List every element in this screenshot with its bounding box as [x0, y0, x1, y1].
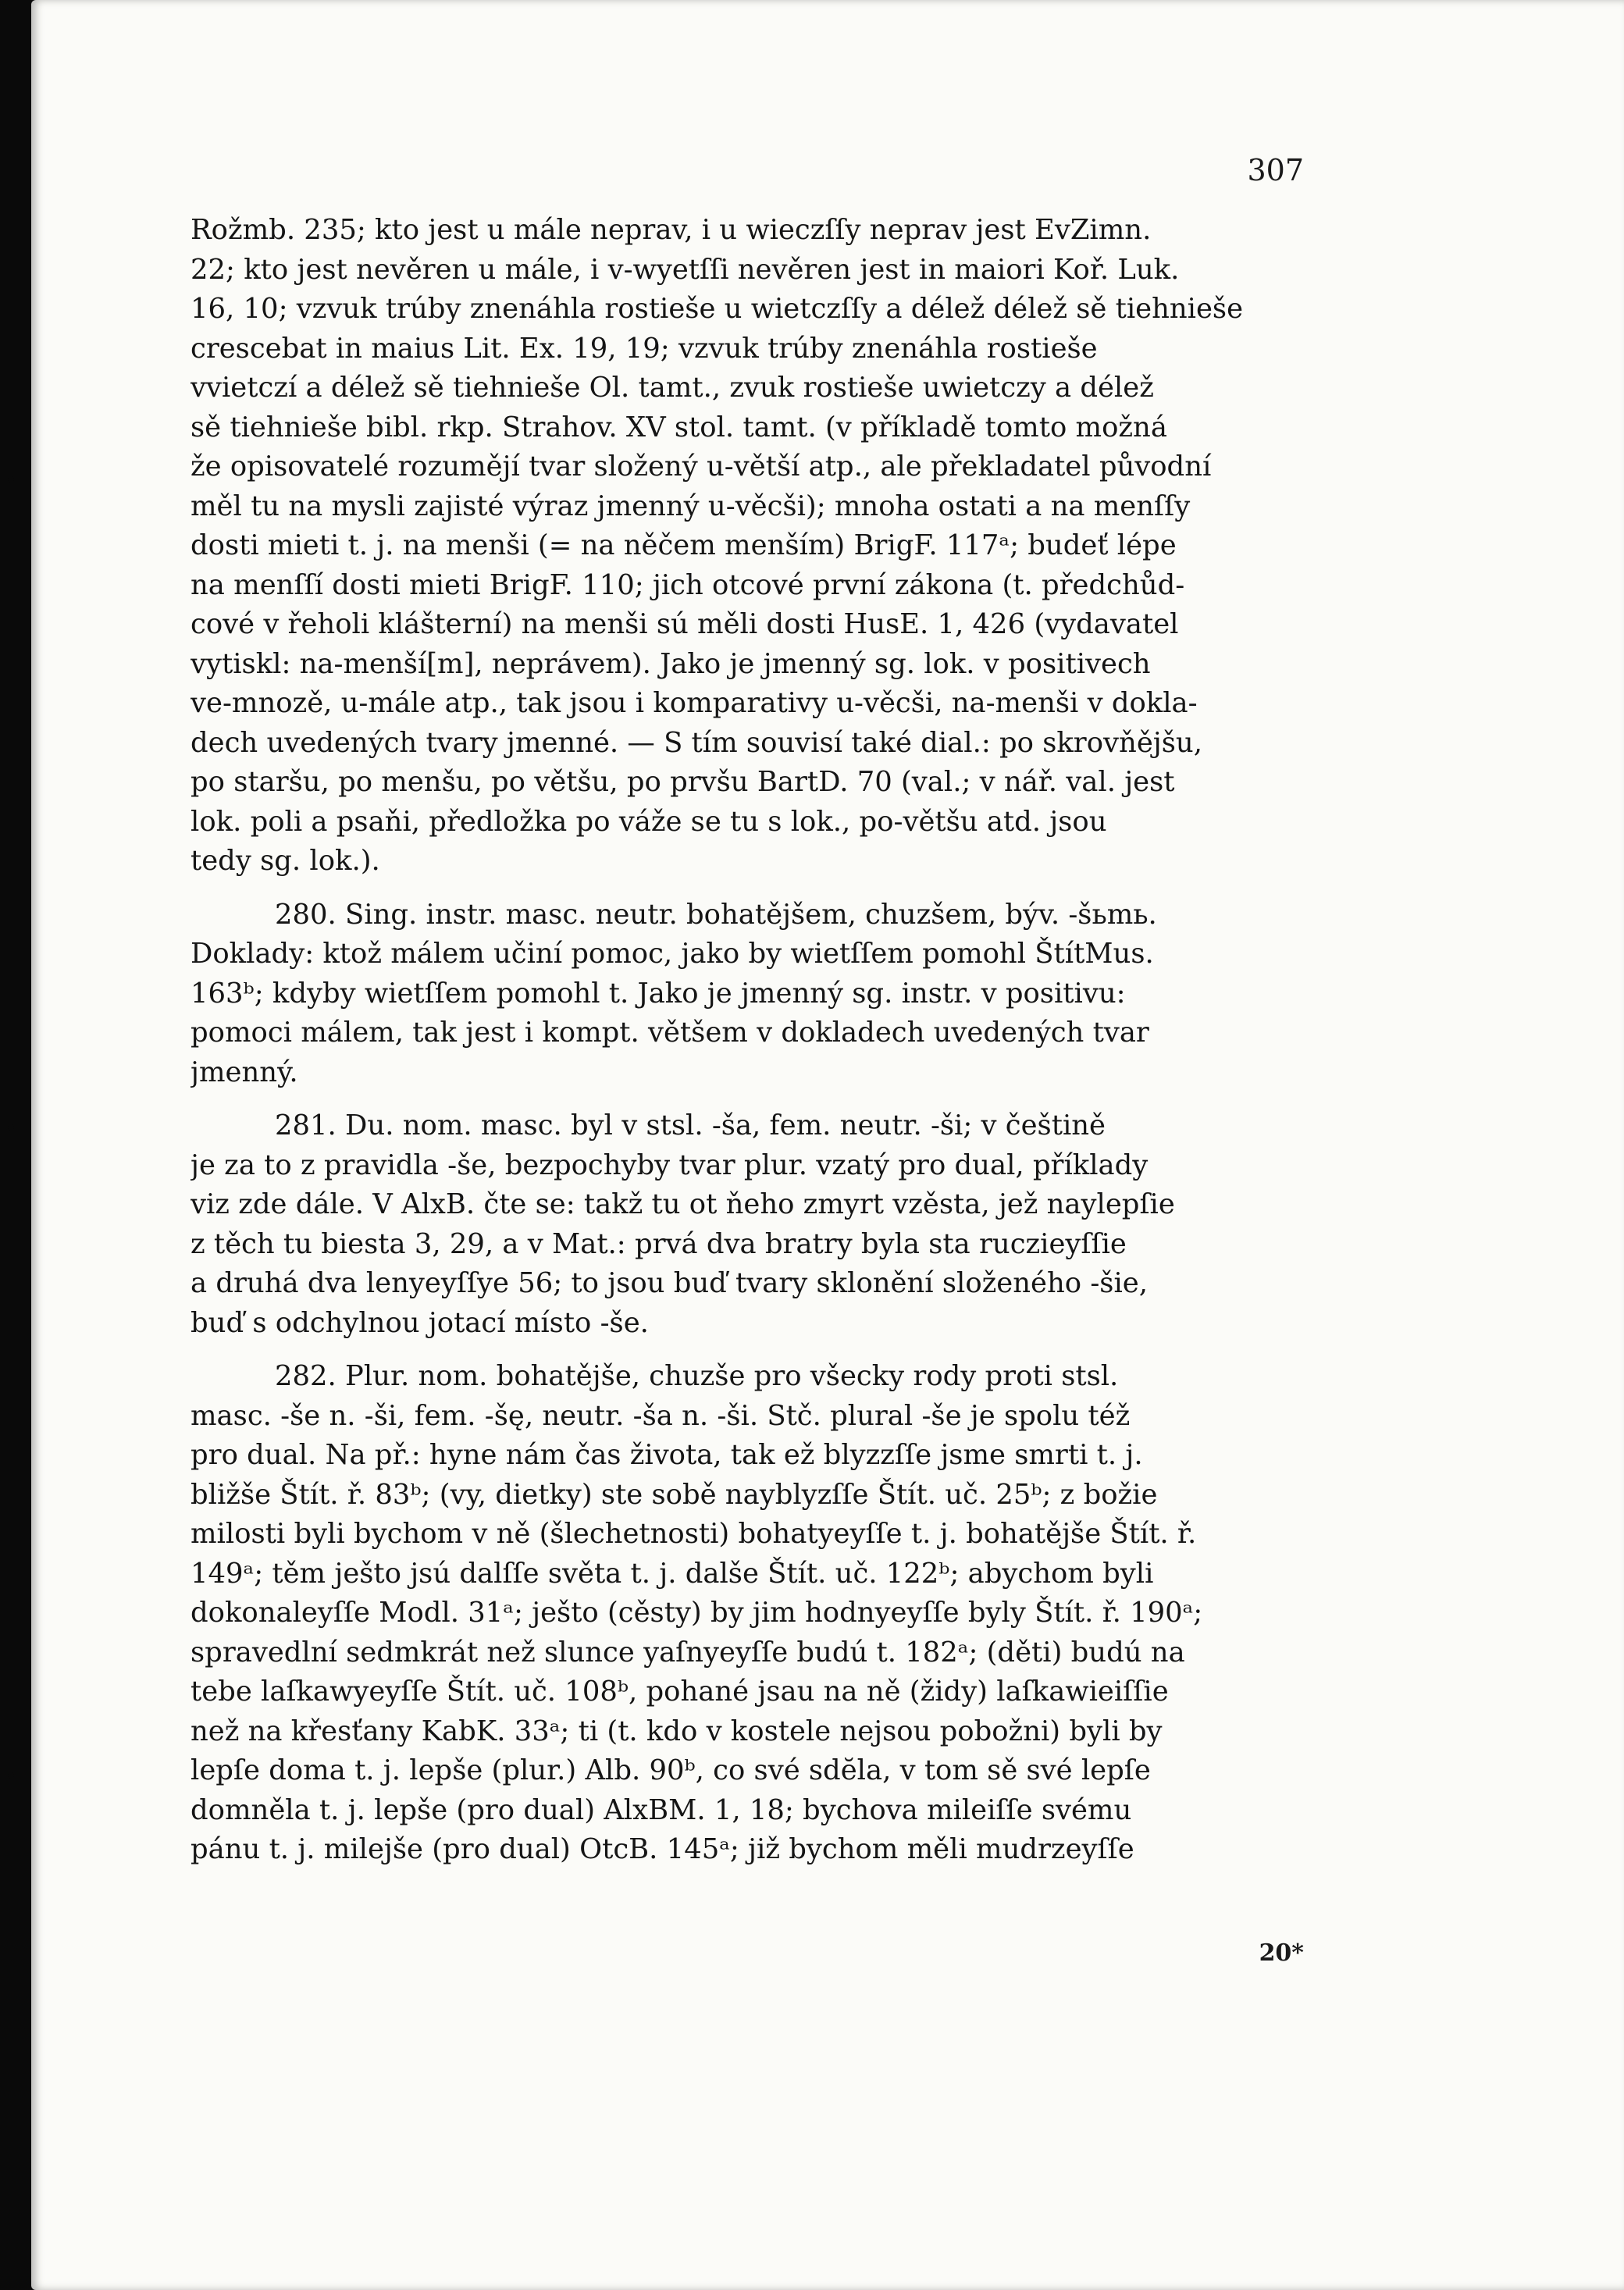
text-line: pro dual. Na př.: hyne nám čas života, tak ež blyzzſſe jsme smrti t. j. — [191, 1439, 1143, 1471]
text-line: dech uvedených tvary jmenné. — S tím souvisí také dial.: po skrovňějšu, — [191, 726, 1202, 759]
text-line: dokonaleyſſe Modl. 31ᵃ; ješto (cěsty) by jim hodnyeyſſe byly Štít. ř. 190ᵃ; — [191, 1597, 1203, 1629]
text-line: dosti mieti t. j. na menši (= na něčem menším) BrigF. 117ᵃ; budeť lépe — [191, 529, 1177, 561]
text-line: masc. -še n. -ši, fem. -šę, neutr. -ša n. -ši. Stč. plural -še je spolu též — [191, 1399, 1131, 1432]
signature-mark: 20* — [1259, 1939, 1304, 1967]
text-line: buď s odchylnou jotací místo -še. — [191, 1306, 649, 1339]
text-line: domněla t. j. lepše (pro dual) AlxBM. 1, 18; bychova mileiſſe svému — [191, 1793, 1132, 1826]
section-282-heading-line: 282. Plur. nom. bohatějše, chuzše pro všecky rody proti stsl. — [275, 1360, 1119, 1392]
text-line: lok. poli a psaňi, předložka po váže se tu s lok., po-většu atd. jsou — [191, 805, 1107, 838]
text-line: lepſe doma t. j. lepše (plur.) Alb. 90ᵇ, co své sdĕla, v tom sě své lepſe — [191, 1754, 1151, 1786]
text-line: Doklady: ktož málem učiní pomoc, jako by wietſſem pomohl ŠtítMus. — [191, 938, 1154, 970]
text-line: viz zde dále. V AlxB. čte se: takž tu ot ňeho zmyrt vzěsta, jež naylepſie — [191, 1188, 1175, 1220]
text-line: na menſſí dosti mieti BrigF. 110; jich otcové první zákona (t. předchůd- — [191, 568, 1185, 601]
text-line: že opisovatelé rozumějí tvar složený u-větší atp., ale překladatel původní — [191, 451, 1212, 483]
text-line: tedy sg. lok.). — [191, 845, 380, 877]
text-line: milosti byli bychom v ně (šlechetnosti) bohatyeyſſe t. j. bohatějše Štít. ř. — [191, 1518, 1197, 1550]
text-line: pomoci málem, tak jest i kompt. většem v dokladech uvedených tvar — [191, 1017, 1149, 1049]
text-line: cové v řeholi klášterní) na menši sú měli dosti HusE. 1, 426 (vydavatel — [191, 608, 1179, 640]
text-line: 16, 10; vzvuk trúby znenáhla rostieše u wietczſſy a délež délež sě tiehnieše — [191, 293, 1244, 325]
text-line: měl tu na mysli zajisté výraz jmenný u-věcši); mnoha ostati a na menſſy — [191, 490, 1191, 522]
text-line: sě tiehnieše bibl. rkp. Strahov. XV stol. tamt. (v příkladě tomto možná — [191, 411, 1167, 443]
text-line: je za to z pravidla -še, bezpochyby tvar plur. vzatý pro dual, příklady — [191, 1149, 1149, 1181]
text-line: po staršu, po menšu, po většu, po prvšu BartD. 70 (val.; v nář. val. jest — [191, 766, 1175, 798]
scan-speck — [8, 1772, 14, 1779]
text-line: Rožmb. 235; kto jest u mále neprav, i u wieczſſy neprav jest EvZimn. — [191, 214, 1152, 246]
section-281-heading-line: 281. Du. nom. masc. byl v stsl. -ša, fem. neutr. -ši; v češtině — [275, 1109, 1106, 1141]
text-line: než na křesťany KabK. 33ᵃ; ti (t. kdo v kostele nejsou pobožni) byli by — [191, 1715, 1163, 1747]
scan-speck — [8, 1124, 14, 1131]
text-line: vvietczí a délež sě tiehnieše Ol. tamt., zvuk rostieše uwietczy a délež — [191, 372, 1154, 404]
scan-speck — [8, 476, 14, 483]
text-line: ve-mnozě, u-mále atp., tak jsou i komparativy u-věcši, na-menši v dokla- — [191, 687, 1198, 719]
body-text — [191, 211, 1305, 1870]
text-line: 22; kto jest nevěren u mále, i v-wyetſſi nevěren jest in maiori Koř. Luk. — [191, 253, 1180, 286]
text-line: 163ᵇ; kdyby wietſſem pomohl t. Jako je jmenný sg. instr. v positivu: — [191, 977, 1126, 1010]
text-line: spravedlní sedmkrát než slunce yaſnyeyſſe budú t. 182ᵃ; (děti) budú na — [191, 1636, 1185, 1669]
text-line: 149ᵃ; těm ješto jsú dalſſe světa t. j. dalše Štít. uč. 122ᵇ; abychom byli — [191, 1557, 1154, 1590]
text-line: a druhá dva lenyeyſſye 56; to jsou buď tvary sklonění složeného -šie, — [191, 1267, 1148, 1299]
page-number: 307 — [1247, 153, 1304, 187]
text-line: pánu t. j. milejše (pro dual) OtcB. 145ᵃ; již bychom měli mudrzeyſſe — [191, 1833, 1134, 1865]
section-280-heading-line: 280. Sing. instr. masc. neutr. bohatějšem, chuzšem, býv. -šьmь. — [275, 898, 1157, 931]
text-line: z těch tu biesta 3, 29, a v Mat.: prvá dva bratry byla sta ruczieyſſie — [191, 1227, 1127, 1260]
text-line: vytiskl: na-menší[m], neprávem). Jako je jmenný sg. lok. v positivech — [191, 647, 1151, 680]
text-line: tebe laſkawyeyſſe Štít. uč. 108ᵇ, pohané jsau na ně (židy) laſkawieiſſie — [191, 1676, 1169, 1708]
text-line: bližše Štít. ř. 83ᵇ; (vy, dietky) ste sobě nayblyzſſe Štít. uč. 25ᵇ; z božie — [191, 1478, 1158, 1511]
text-line: crescebat in maius Lit. Ex. 19, 19; vzvuk trúby znenáhla rostieše — [191, 332, 1098, 365]
text-line: jmenný. — [191, 1056, 298, 1088]
